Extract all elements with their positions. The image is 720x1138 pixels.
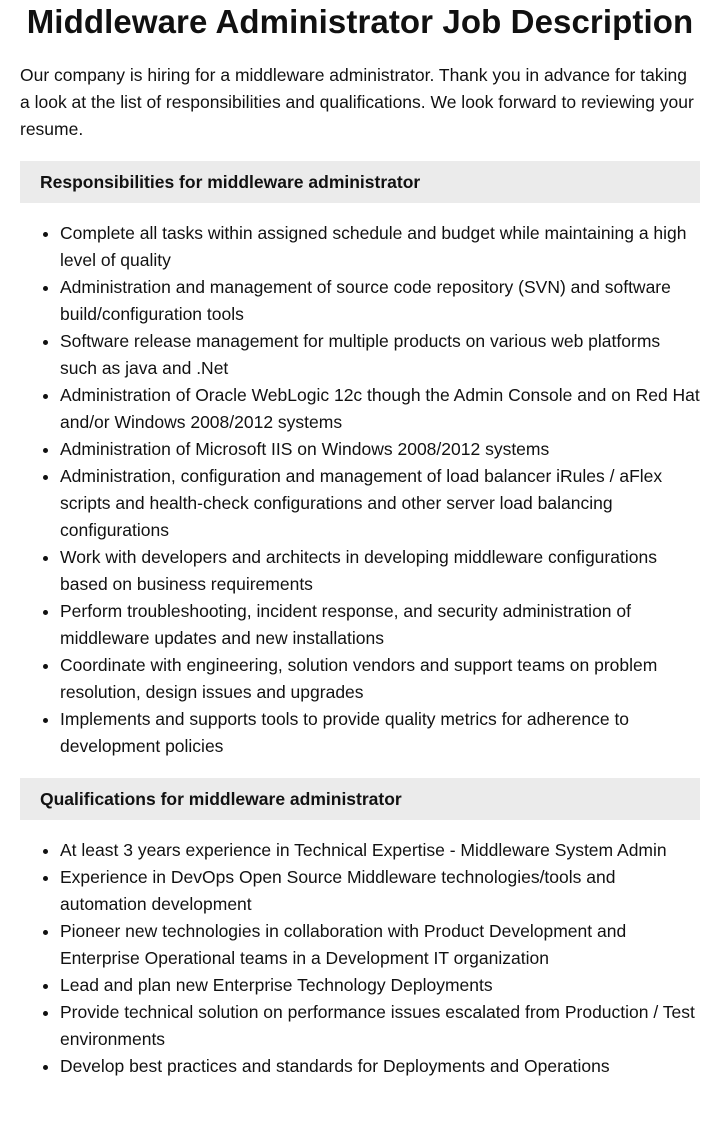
qualifications-heading: Qualifications for middleware administrator xyxy=(20,778,700,820)
list-item: • Lead and plan new Enterprise Technology Deployments xyxy=(60,972,700,999)
list-item: • Work with developers and architects in developing middleware configurations based on business requirements xyxy=(60,544,700,598)
qualifications-list xyxy=(20,837,700,1080)
responsibilities-list xyxy=(20,220,700,760)
list-item: • Pioneer new technologies in collaboration with Product Development and Enterprise Operational teams in a Development IT organization xyxy=(60,918,700,972)
list-item: • Coordinate with engineering, solution vendors and support teams on problem resolution, design issues and upgrades xyxy=(60,652,700,706)
list-item: • Software release management for multiple products on various web platforms such as java and .Net xyxy=(60,328,700,382)
list-item: • Complete all tasks within assigned schedule and budget while maintaining a high level of quality xyxy=(60,220,700,274)
responsibilities-heading: Responsibilities for middleware administrator xyxy=(20,161,700,203)
list-item: • Administration of Microsoft IIS on Windows 2008/2012 systems xyxy=(60,436,700,463)
intro-paragraph: Our company is hiring for a middleware administrator. Thank you in advance for taking a look at the list of responsibilities and qualifications. We look forward to reviewing your resume. xyxy=(20,65,694,139)
list-item: • Implements and supports tools to provide quality metrics for adherence to development policies xyxy=(60,706,700,760)
list-item: • Experience in DevOps Open Source Middleware technologies/tools and automation development xyxy=(60,864,700,918)
list-item: • Provide technical solution on performance issues escalated from Production / Test environments xyxy=(60,999,700,1053)
list-item: • Administration of Oracle WebLogic 12c though the Admin Console and on Red Hat and/or Windows 2008/2012 systems xyxy=(60,382,700,436)
list-item: • Perform troubleshooting, incident response, and security administration of middleware updates and new installations xyxy=(60,598,700,652)
list-item: • Administration, configuration and management of load balancer iRules / aFlex scripts and health-check configurations and other server load balancing configurations xyxy=(60,463,700,544)
page-title: Middleware Administrator Job Description xyxy=(26,3,694,40)
list-item: • Administration and management of source code repository (SVN) and software build/configuration tools xyxy=(60,274,700,328)
list-item: • At least 3 years experience in Technical Expertise - Middleware System Admin xyxy=(60,837,700,864)
list-item: • Develop best practices and standards for Deployments and Operations xyxy=(60,1053,700,1080)
